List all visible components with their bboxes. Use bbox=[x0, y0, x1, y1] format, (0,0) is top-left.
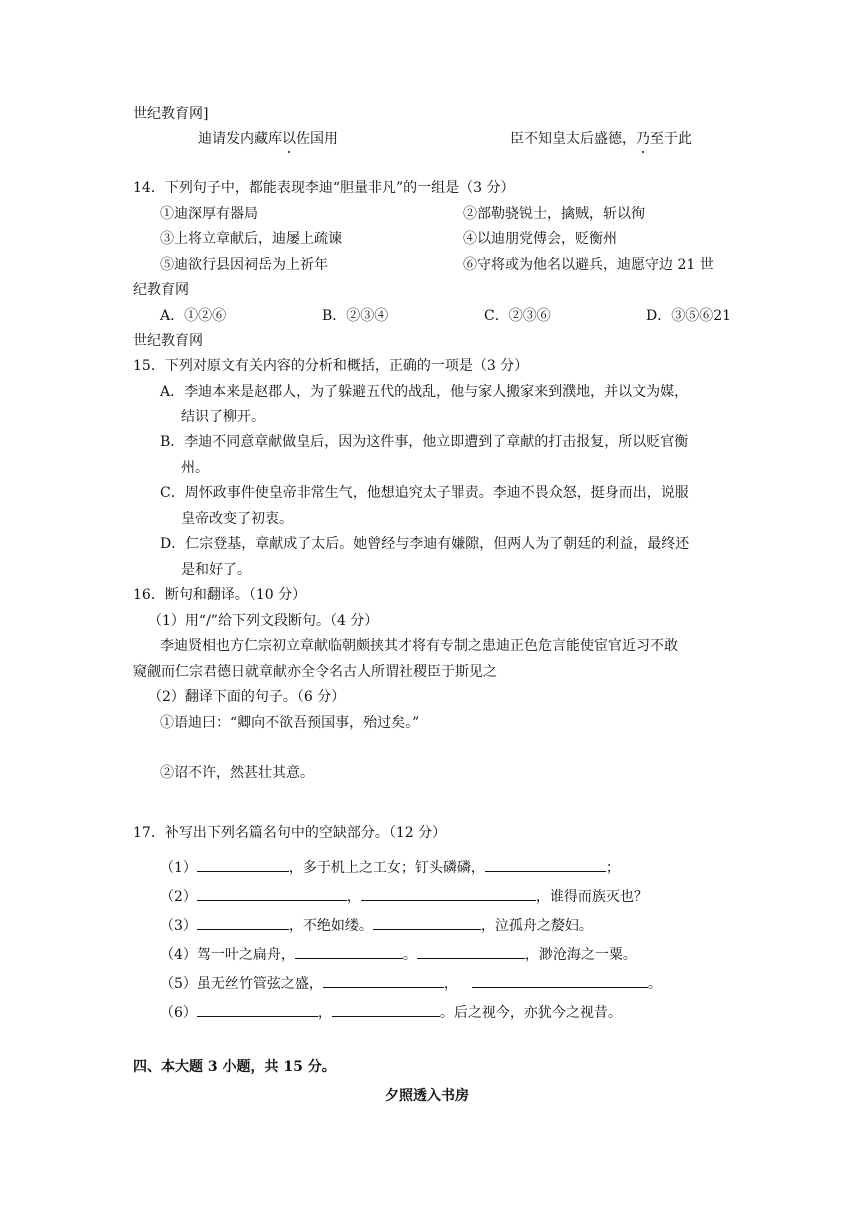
q14-item-5: ⑤迪欲行县因祠岳为上祈年 bbox=[160, 257, 328, 273]
q17-text: 。 bbox=[647, 976, 662, 992]
q17-text: （3） bbox=[160, 918, 197, 934]
q14-option-b: B．②③④ bbox=[322, 308, 389, 324]
answer-blank[interactable] bbox=[472, 973, 648, 988]
q15-option-d: D．仁宗登基，章献成了太后。她曾经与李迪有嫌隙，但两人为了朝廷的利益，最终还 bbox=[160, 536, 690, 552]
passage-title: 夕照透入书房 bbox=[385, 1088, 469, 1104]
q17-text: （6） bbox=[160, 1005, 197, 1021]
q14-item-4: ④以迪朋党傅会，贬衡州 bbox=[463, 231, 617, 247]
section-4-heading: 四、本大题 3 小题，共 15 分。 bbox=[133, 1059, 336, 1075]
q15-option-b-cont: 州。 bbox=[181, 460, 209, 476]
word-text: 佐国用 bbox=[296, 131, 338, 147]
q17-text: （5）虽无丝竹管弦之盛， bbox=[160, 976, 323, 992]
q16-sentence-2: ②诏不许，然甚壮其意。 bbox=[160, 765, 314, 781]
dotted-char: 乃 bbox=[636, 131, 650, 147]
answer-blank[interactable] bbox=[197, 886, 347, 901]
q17-text: ，谁得而族灭也？ bbox=[535, 889, 648, 905]
answer-blank[interactable] bbox=[332, 1002, 440, 1017]
q17-text: ， bbox=[317, 1005, 332, 1021]
word-item-left bbox=[198, 132, 338, 146]
q17-text: 。 bbox=[402, 947, 417, 963]
q17-text: 。后之视今，亦犹今之视昔。 bbox=[439, 1005, 622, 1021]
answer-blank[interactable] bbox=[295, 944, 403, 959]
question-15-stem: 15．下列对原文有关内容的分析和概括，正确的一项是（3 分） bbox=[133, 358, 529, 374]
q17-text: ，泣孤舟之嫠妇。 bbox=[480, 918, 593, 934]
q15-option-c-cont: 皇帝改变了初衷。 bbox=[181, 511, 293, 527]
q17-line-3 bbox=[160, 915, 593, 933]
q17-text: ； bbox=[605, 860, 620, 876]
answer-blank[interactable] bbox=[323, 973, 444, 988]
answer-blank[interactable] bbox=[417, 944, 525, 959]
q15-option-a-cont: 结识了柳开。 bbox=[181, 409, 265, 425]
q17-line-4 bbox=[160, 944, 637, 962]
q15-option-a: A．李迪本来是赵郡人，为了躲避五代的战乱，他与家人搬家来到濮地，并以文为媒， bbox=[160, 384, 689, 400]
q15-option-c: C．周怀政事件使皇帝非常生气，他想追究太子罪责。李迪不畏众怒，挺身而出，说服 bbox=[160, 485, 689, 501]
q14-option-a: A．①②⑥ bbox=[160, 308, 227, 324]
q16-passage-line-1: 李迪贤相也方仁宗初立章献临朝颇挟其才将有专制之患迪正色危言能使宦官近习不敢 bbox=[160, 638, 678, 654]
q17-text: ，渺沧海之一粟。 bbox=[524, 947, 637, 963]
word-item-right bbox=[510, 132, 692, 146]
q17-line-6 bbox=[160, 1002, 622, 1020]
q16-passage-line-2: 窥觎而仁宗君德日就章献亦全令名古人所谓社稷臣于斯见之 bbox=[133, 664, 497, 680]
q17-line-1 bbox=[160, 857, 620, 875]
answer-blank[interactable] bbox=[373, 915, 481, 930]
q15-option-b: B．李迪不同意章献做皇后，因为这件事，他立即遭到了章献的打击报复，所以贬官衡 bbox=[160, 434, 689, 450]
answer-blank[interactable] bbox=[361, 886, 536, 901]
continuation-text: 世纪教育网] bbox=[133, 106, 209, 122]
q17-text: ，不绝如缕。 bbox=[288, 918, 373, 934]
q17-text: ， bbox=[346, 889, 361, 905]
q17-text: ，多于机上之工女；钉头磷磷， bbox=[288, 860, 485, 876]
q17-text: （4）驾一叶之扁舟， bbox=[160, 947, 295, 963]
word-text: 至于此 bbox=[650, 131, 692, 147]
q15-option-d-cont: 是和好了。 bbox=[181, 562, 251, 578]
q14-item-1: ①迪深厚有器局 bbox=[160, 206, 258, 222]
question-17-stem: 17．补写出下列名篇名句中的空缺部分。（12 分） bbox=[133, 825, 447, 841]
answer-blank[interactable] bbox=[197, 857, 289, 872]
q17-line-5 bbox=[160, 973, 662, 991]
q17-text: （1） bbox=[160, 860, 197, 876]
q14-option-d-cont: 世纪教育网 bbox=[133, 333, 203, 349]
q17-line-2 bbox=[160, 886, 648, 904]
q14-item-3: ③上将立章献后，迪屡上疏谏 bbox=[160, 231, 342, 247]
q16-sentence-1: ①语迪曰：“卿向不欲吾预国事，殆过矣。” bbox=[160, 715, 420, 731]
q14-option-c: C．②③⑥ bbox=[484, 308, 551, 324]
q16-part-1: （1）用“/”给下列文段断句。（4 分） bbox=[148, 613, 379, 629]
q14-option-d: D．③⑤⑥21 bbox=[646, 308, 732, 324]
dotted-char: 以 bbox=[282, 131, 296, 147]
answer-blank[interactable] bbox=[197, 1002, 318, 1017]
q17-text: （2） bbox=[160, 889, 197, 905]
q14-item-6-cont: 纪教育网 bbox=[133, 282, 189, 298]
word-text: 臣不知皇太后盛德， bbox=[510, 131, 636, 147]
answer-blank[interactable] bbox=[485, 857, 606, 872]
word-text: 迪请发内藏库 bbox=[198, 131, 282, 147]
q14-item-2: ②部勒骁锐士，擒贼，斩以徇 bbox=[463, 206, 645, 222]
q17-text: ， bbox=[443, 976, 458, 992]
q16-part-2: （2）翻译下面的句子。（6 分） bbox=[148, 689, 346, 705]
q14-item-6: ⑥守将或为他名以避兵，迪愿守边 21 世 bbox=[463, 257, 714, 273]
question-16-stem: 16．断句和翻译。（10 分） bbox=[133, 587, 307, 603]
question-14-stem: 14．下列句子中，都能表现李迪“胆量非凡”的一组是（3 分） bbox=[133, 180, 515, 196]
answer-blank[interactable] bbox=[197, 915, 289, 930]
